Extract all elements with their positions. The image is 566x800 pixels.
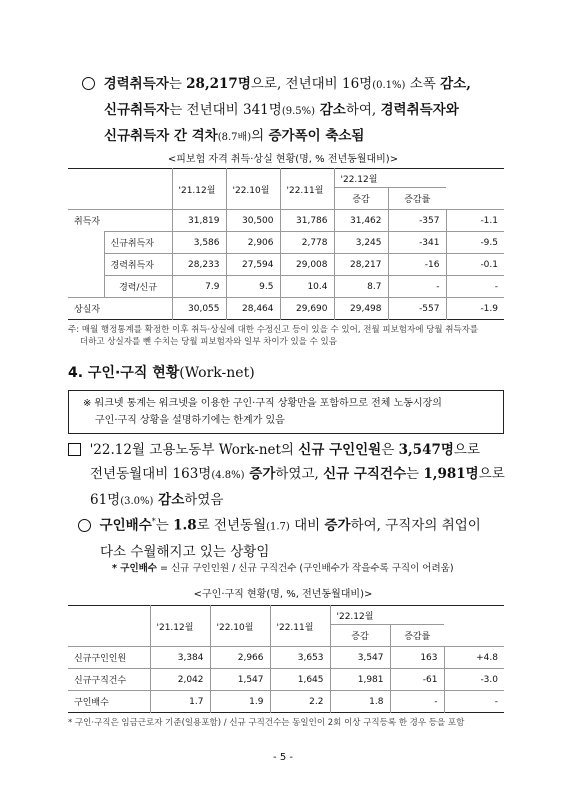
cell: 30,055 [172,298,226,320]
text: * [151,517,156,526]
cell: 7.9 [172,276,226,298]
text: 전년동월대비 163명 [90,466,212,482]
text: 의 [251,128,269,144]
table2-container [68,605,504,728]
cell: 1,547 [210,669,270,691]
text: 1.8 [173,517,197,534]
row-label: 경력취득자 [104,254,172,276]
cell: -557 [388,298,446,320]
cell: 28,464 [226,298,280,320]
cell: -0.1 [446,254,504,276]
text: (4.8%) [211,470,245,481]
cell: - [390,691,444,713]
table-row [68,298,504,320]
value-career-acquirers: 28,217명 [186,76,251,92]
text: 대비 [289,517,325,534]
cell: 27,594 [226,254,280,276]
text: 는 전년대비 341명 [169,102,282,118]
cell: 1.8 [330,691,390,713]
cell: -357 [388,210,446,232]
cell: 163 [390,647,444,669]
cell: - [388,276,446,298]
text: 로 전년동월 [196,517,267,534]
text: = 신규 구인인원 / 신규 구직건수 (구인배수가 작을수록 구직이 어려움) [156,563,454,574]
cell: 1.7 [150,691,210,713]
cell: 29,008 [280,254,334,276]
job-status-table [68,605,504,713]
text: 은 [381,442,399,458]
cell: 3,653 [270,647,330,669]
table2-header: '21.12월 [150,606,210,647]
circle-bullet-icon [78,519,91,532]
text: 으로, 전년대비 16명 [250,76,373,92]
ratio-footnote [112,560,454,574]
table1-header: '22.10월 [226,169,280,210]
table-row [68,669,504,691]
text: 하였고, [275,466,324,482]
cell: 3,547 [330,647,390,669]
cell: 10.4 [280,276,334,298]
table-row [68,232,504,254]
text: 증가 [244,466,276,482]
text: 으로 [478,466,505,482]
cell: 1.9 [210,691,270,713]
circle-bullet-icon [82,77,95,90]
cell: -341 [388,232,446,254]
text: * 구인배수 [112,563,157,574]
table2-caption: <구인·구직 현황(명, %, 전년동월대비)> [193,589,373,600]
cell: 31,786 [280,210,334,232]
text: (9.5%) [281,106,316,117]
cell: 2,966 [210,647,270,669]
worknet-notice-box [68,390,504,434]
page-number: - 5 - [273,752,293,763]
text: (0.1%) [372,80,406,91]
cell: 29,690 [280,298,334,320]
text: 61명 [90,492,121,508]
cell: 2,042 [150,669,210,691]
row-label: 신규구인인원 [68,647,150,669]
cell: 2.2 [270,691,330,713]
square-bullet-icon [68,443,81,456]
text: 하였음 [184,492,224,508]
row-label: 취득자 [68,210,172,232]
table2-header: '22.11월 [270,606,330,647]
cell: 28,233 [172,254,226,276]
row-label: 신규취득자 [104,232,172,254]
cell: 1,645 [270,669,330,691]
cell: - [444,691,504,713]
text: (8.7배) [217,132,252,143]
row-label: 경력/신규 [104,276,172,298]
table1-header: '22.12월 [334,169,504,188]
text: 소폭 [405,76,441,92]
text: 신규취득자 간 격차 [104,128,218,144]
text: 감소, [440,76,471,92]
cell: -61 [390,669,444,691]
term-career-acquirers: 경력취득자 [103,76,169,92]
table1-header: 증감 [334,188,388,210]
table2-header: '22.12월 [330,606,504,625]
text: 4. 구인·구직 현황 [68,365,180,381]
cell: 31,819 [172,210,226,232]
text: '22.12월 고용노동부 Work-net의 [89,442,299,458]
text: ※ 워크넷 통계는 워크넷을 이용한 구인·구직 상황만을 포함하므로 전체 노동시장의 [83,398,442,409]
cell: 2,906 [226,232,280,254]
cell: -9.5 [446,232,504,254]
table-row [68,691,504,713]
text: 는 [406,466,424,482]
table1-corner [68,169,172,210]
term-new-acquirers: 신규취득자 [104,102,170,118]
row-label: 신규구직건수 [68,669,150,691]
table1-header: 증감률 [388,188,446,210]
table-row [68,276,504,298]
cell: -1.9 [446,298,504,320]
text: (3.0%) [120,496,154,507]
table2-header: '22.10월 [210,606,270,647]
table-row [68,210,504,232]
text: 하여, [345,102,381,118]
text: 감소 [315,102,346,118]
text: 3,547명 [398,442,454,458]
text: 경력취득자와 [380,102,459,118]
text: 구인·구직 상황을 설명하기에는 한계가 있음 [95,415,285,426]
text: 는 [155,517,174,534]
paragraph-career-acquirers [82,72,522,150]
text: 증가 [324,517,351,534]
text: 더하고 상실자를 뺀 수치는 당월 피보험자와 일부 차이가 있을 수 있음 [80,337,337,347]
text: 1,981명 [423,466,479,482]
cell: 1,981 [330,669,390,691]
cell: 31,462 [334,210,388,232]
text: 신규 구직건수 [323,466,407,482]
cell: 28,217 [334,254,388,276]
text: 는 [168,76,187,92]
row-label: 상실자 [68,298,172,320]
table2-header: 증감률 [390,625,444,647]
text: 다소 수월해지고 있는 상황임 [100,543,270,560]
cell: -16 [388,254,446,276]
cell: 9.5 [226,276,280,298]
cell: 3,586 [172,232,226,254]
text: 하여, 구직자의 취업이 [350,517,481,534]
table-row [68,254,504,276]
table2-header: 증감 [330,625,390,647]
paragraph-job-ratio [78,510,528,564]
text: 감소 [153,492,185,508]
paragraph-job-openings [68,438,528,514]
cell: 29,498 [334,298,388,320]
table1-note [68,324,504,348]
cell: 3,245 [334,232,388,254]
row-label: 구인배수 [68,691,150,713]
section-title [68,362,255,382]
text: (1.7) [266,521,290,533]
text: 구인배수 [99,517,152,534]
table1-container [68,168,504,348]
cell: -1.1 [446,210,504,232]
text: 증가폭이 축소됨 [268,128,365,144]
cell: 30,500 [226,210,280,232]
cell: 8.7 [334,276,388,298]
text: (Work-net) [179,365,255,381]
cell: 2,778 [280,232,334,254]
insured-status-table [68,168,504,320]
table1-caption: <피보험 자격 취득·상실 현황(명, % 전년동월대비)> [167,154,399,165]
table1-header: '22.11월 [280,169,334,210]
cell: 3,384 [150,647,210,669]
table-row [68,647,504,669]
cell: -3.0 [444,669,504,691]
table1-header: '21.12월 [172,169,226,210]
text: 으로 [453,442,480,458]
table2-note: * 구인·구직은 임금근로자 기준(일용포함) / 신규 구직건수는 동일인이 2회 이상 구직등록 한 경우 등을 포함 [68,718,465,728]
text: 신규 구인인원 [298,442,382,458]
text: 주: 매월 행정통계를 확정한 이후 취득·상실에 대한 수정신고 등이 있을 수 있어, 전월 피보험자에 당월 취득자를 [68,325,479,335]
cell: +4.8 [444,647,504,669]
cell: - [446,276,504,298]
table2-corner [68,606,150,647]
